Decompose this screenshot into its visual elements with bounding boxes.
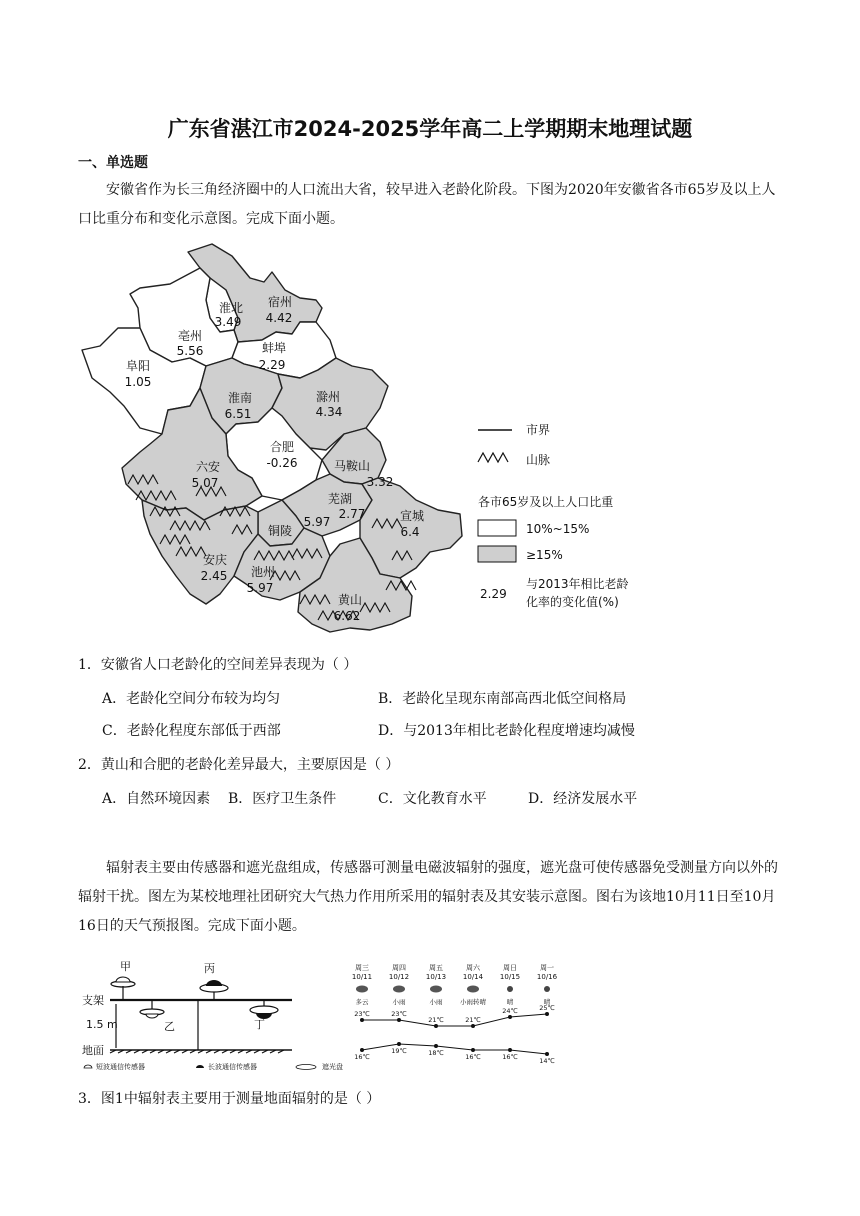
label-tongling-value: 5.97 [303, 515, 331, 529]
low-temp-label: 14℃ [539, 1057, 555, 1065]
forecast-date: 10/12 [388, 973, 410, 981]
low-temp-label: 18℃ [428, 1049, 444, 1057]
label-ding: 丁 [254, 1018, 265, 1031]
label-maanshan-name: 马鞍山 [333, 459, 371, 473]
forecast-weather: 小雨 [429, 998, 443, 1006]
forecast-date: 10/14 [462, 973, 484, 981]
label-tongling-name: 铜陵 [267, 524, 293, 538]
label-xuancheng-name: 宣城 [399, 509, 425, 523]
q1-option-b[interactable]: B．老龄化呈现东南部高西北低空间格局 [378, 691, 627, 707]
legend-boundary: 市界 [526, 423, 551, 437]
label-huainan-name: 淮南 [227, 391, 253, 405]
label-bengbu-name: 蚌埠 [261, 341, 287, 355]
question-2-stem: 2．黄山和合肥的老龄化差异最大，主要原因是（ ） [78, 757, 400, 773]
label-chuzhou-name: 滁州 [315, 390, 341, 404]
label-huaibei-name: 淮北 [218, 301, 244, 315]
high-temp-label: 23℃ [391, 1010, 407, 1018]
q2-option-b[interactable]: B．医疗卫生条件 [228, 791, 337, 807]
q2-option-d[interactable]: D．经济发展水平 [528, 791, 638, 807]
label-xuancheng-value: 6.4 [400, 525, 420, 539]
label-wuhu-name: 芜湖 [327, 492, 353, 506]
label-height: 1.5 m [86, 1018, 118, 1031]
low-temp-label: 16℃ [502, 1053, 518, 1061]
forecast-date: 10/13 [425, 973, 447, 981]
page-title: 广东省湛江市2024-2025学年高二上学期期末地理试题 [167, 117, 693, 141]
high-temp-line [362, 1014, 547, 1026]
radiometer-figure [78, 958, 378, 1078]
legend-high: ≥15% [526, 548, 563, 562]
q1-option-c[interactable]: C．老龄化程度东部低于西部 [102, 723, 281, 739]
anhui-aging-map [0, 238, 860, 638]
label-suzhou-value: 4.42 [265, 311, 293, 325]
high-temp-label: 24℃ [502, 1007, 518, 1015]
label-huainan-value: 6.51 [224, 407, 252, 421]
passage-2: 辐射表主要由传感器和遮光盘组成，传感器可测量电磁波辐射的强度，遮光盘可使传感器免受测量方向以外的辐射干扰。图左为某校地理社团研究大气热力作用所采用的辐射表及其安装示意图。图右为该地10月11日至10月16日的天气预报图。完成下面小题。 [78, 860, 778, 934]
question-1-stem: 1．安徽省人口老龄化的空间差异表现为（ ） [78, 657, 358, 673]
label-huangshan-name: 黄山 [337, 593, 363, 607]
low-temp-label: 16℃ [354, 1053, 370, 1061]
cloud-icon [393, 986, 405, 993]
q2-option-c[interactable]: C．文化教育水平 [378, 791, 487, 807]
legend-shade: 遮光盘 [322, 1063, 343, 1071]
label-hefei-name: 合肥 [269, 440, 295, 454]
label-bing: 丙 [204, 962, 215, 975]
forecast-day: 周五 [429, 964, 443, 972]
label-luan-name: 六安 [195, 460, 221, 474]
label-fuyang-name: 阜阳 [125, 359, 151, 373]
high-temp-label: 25℃ [539, 1004, 555, 1012]
cloud-icon [430, 986, 442, 993]
forecast-weather: 多云 [355, 998, 369, 1006]
label-ground: 地面 [82, 1044, 104, 1057]
weather-forecast-figure [340, 960, 570, 1070]
label-bozhou-name: 亳州 [177, 329, 203, 343]
sun-icon [507, 986, 513, 992]
label-yi: 乙 [164, 1020, 175, 1033]
legend-mountain: 山脉 [526, 453, 551, 467]
forecast-weather: 晴 [543, 998, 551, 1006]
label-bozhou-value: 5.56 [176, 344, 204, 358]
forecast-day: 周四 [392, 964, 406, 972]
q2-option-a[interactable]: A．自然环境因素 [102, 791, 211, 807]
forecast-day: 周一 [540, 964, 554, 972]
label-huangshan-value: 6.62 [333, 609, 361, 623]
map-legend [478, 423, 629, 609]
label-fuyang-value: 1.05 [124, 375, 152, 389]
legend-long-wave: 长波通信传感器 [208, 1063, 257, 1071]
label-luan-value: 5.07 [191, 476, 219, 490]
forecast-day: 周日 [503, 964, 517, 972]
cloud-icon [356, 986, 368, 993]
label-huaibei-value: 3.49 [214, 315, 242, 329]
q1-option-a[interactable]: A．老龄化空间分布较为均匀 [102, 691, 281, 707]
legend-low: 10%~15% [526, 522, 590, 536]
forecast-weather: 小雨 [392, 998, 406, 1006]
high-temp-label: 23℃ [354, 1010, 370, 1018]
sun-icon [544, 986, 550, 992]
low-temp-line [362, 1044, 547, 1054]
cloud-icon [467, 986, 479, 993]
forecast-date: 10/15 [499, 973, 521, 981]
label-bengbu-value: 2.29 [258, 358, 286, 372]
label-anqing-name: 安庆 [202, 553, 228, 567]
high-temp-label: 21℃ [465, 1016, 481, 1024]
forecast-day: 周三 [355, 964, 369, 972]
low-temp-label: 16℃ [465, 1053, 481, 1061]
low-temp-label: 19℃ [391, 1047, 407, 1055]
legend-change-desc-1: 与2013年相比老龄 [526, 577, 629, 591]
label-hefei-value: -0.26 [266, 456, 298, 470]
forecast-weather: 小雨转晴 [460, 998, 486, 1006]
label-jia: 甲 [120, 960, 131, 973]
q1-option-d[interactable]: D．与2013年相比老龄化程度增速均减慢 [378, 723, 635, 739]
legend-ratio-title: 各市65岁及以上人口比重 [478, 495, 614, 509]
question-3-stem: 3．图1中辐射表主要用于测量地面辐射的是（ ） [78, 1091, 381, 1107]
label-chuzhou-value: 4.34 [315, 405, 343, 419]
label-maanshan-value: 3.32 [366, 475, 394, 489]
forecast-day: 周六 [466, 964, 480, 972]
label-suzhou-name: 宿州 [267, 295, 293, 309]
high-temp-label: 21℃ [428, 1016, 444, 1024]
label-support: 支架 [82, 994, 104, 1007]
passage-1: 安徽省作为长三角经济圈中的人口流出大省，较早进入老龄化阶段。下图为2020年安徽省各市65岁及以上人口比重分布和变化示意图。完成下面小题。 [78, 182, 776, 227]
forecast-date: 10/16 [536, 973, 558, 981]
legend-change-desc-2: 化率的变化值(%) [526, 595, 619, 609]
label-chizhou-name: 池州 [250, 565, 276, 579]
forecast-date: 10/11 [351, 973, 373, 981]
label-wuhu-value: 2.77 [338, 507, 366, 521]
legend-short-wave: 短波通信传感器 [96, 1063, 145, 1071]
section-heading: 一、单选题 [78, 155, 148, 171]
forecast-weather: 晴 [506, 998, 514, 1006]
label-chizhou-value: 5.97 [246, 581, 274, 595]
label-anqing-value: 2.45 [200, 569, 228, 583]
legend-sample-value: 2.29 [480, 587, 507, 601]
